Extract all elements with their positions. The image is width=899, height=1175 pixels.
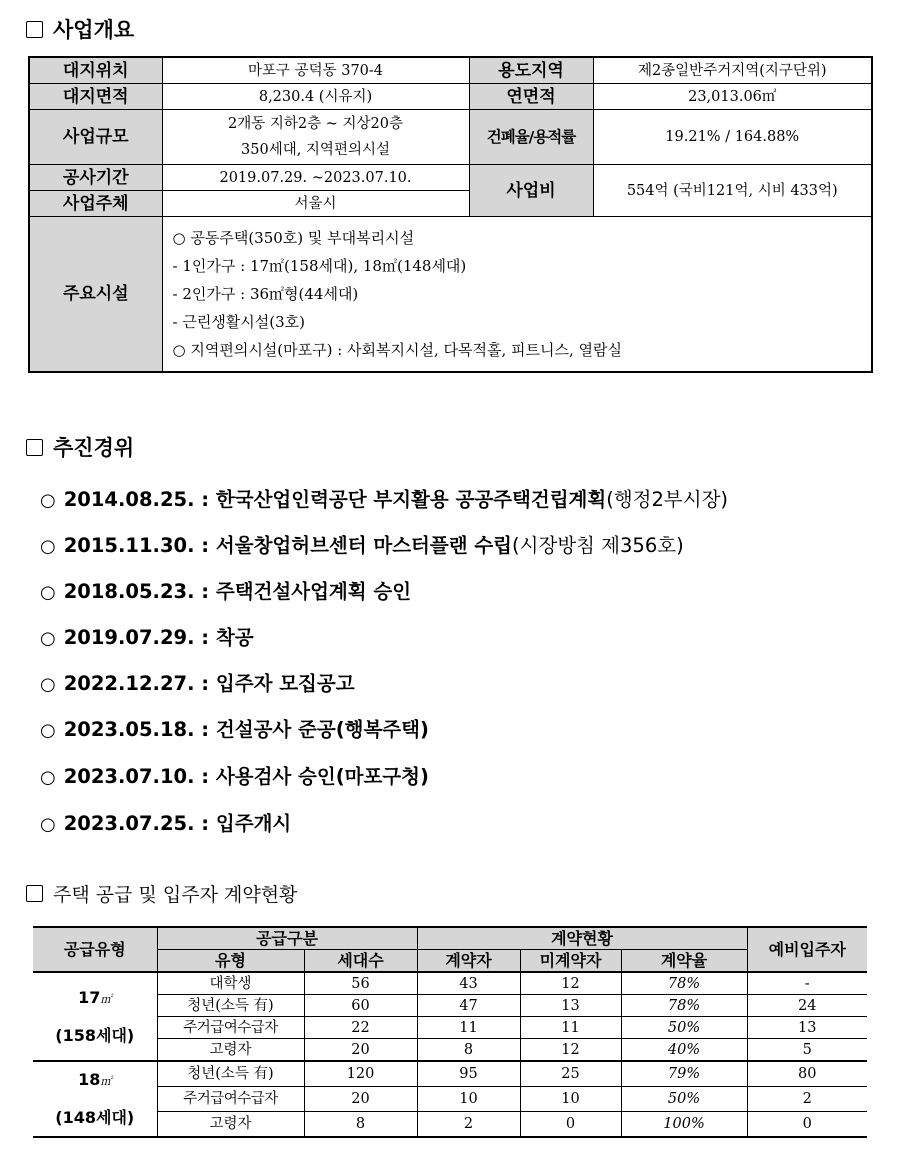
timeline-item: ○ 2023.05.18. : 건설공사 준공(행복주택)	[40, 718, 429, 741]
header-uncontracted: 미계약자	[520, 950, 621, 973]
cell-units: 120	[304, 1061, 417, 1087]
cell-type: 고령자	[157, 1039, 304, 1062]
facility-item: ○ 공동주택(350호) 및 부대복리시설	[172, 229, 415, 247]
cell-type: 주거급여수급자	[157, 1087, 304, 1112]
scale-line2: 350세대, 지역편의시설	[241, 142, 390, 158]
cell-reserve: 24	[747, 995, 867, 1017]
scale-label: 사업규모	[29, 110, 162, 165]
cell-reserve: 0	[747, 1111, 867, 1137]
cell-rate: 78%	[621, 995, 747, 1017]
overview-table	[28, 56, 873, 373]
circle-bullet-icon: ○	[40, 814, 56, 835]
circle-bullet-icon: ○	[40, 582, 56, 603]
circle-bullet-icon: ○	[40, 767, 56, 788]
cell-rate: 100%	[621, 1111, 747, 1137]
floor-area-value: 23,013.06㎡	[593, 84, 872, 110]
cell-rate: 50%	[621, 1017, 747, 1039]
header-contracted: 계약자	[417, 950, 520, 973]
cell-rate: 78%	[621, 972, 747, 995]
timeline-note: (시장방침 제356호)	[512, 534, 684, 557]
timeline-date: 2014.08.25.	[63, 488, 195, 511]
cell-reserve: 13	[747, 1017, 867, 1039]
cell-contracted: 8	[417, 1039, 520, 1062]
section-heading-overview	[26, 14, 134, 44]
cell-uncontracted: 12	[520, 1039, 621, 1062]
facility-item: ○ 지역편의시설(마포구) : 사회복지시설, 다목적홀, 피트니스, 열람실	[172, 341, 623, 359]
timeline-item: ○ 2023.07.25. : 입주개시	[40, 812, 292, 835]
section-heading-supply	[26, 880, 297, 907]
cell-rate: 50%	[621, 1087, 747, 1112]
cell-type: 청년(소득 有)	[157, 1061, 304, 1087]
timeline-item: ○ 2022.12.27. : 입주자 모집공고	[40, 672, 355, 695]
cell-contracted: 10	[417, 1087, 520, 1112]
cell-uncontracted: 0	[520, 1111, 621, 1137]
table-row	[33, 1039, 867, 1062]
timeline-text: 서울창업허브센터 마스터플랜 수립	[215, 534, 513, 557]
timeline-item: ○ 2018.05.23. : 주택건설사업계획 승인	[40, 580, 412, 603]
table-row	[33, 972, 867, 995]
cell-type: 주거급여수급자	[157, 1017, 304, 1039]
group-size: 17	[78, 987, 101, 1007]
timeline-note: (행정2부시장)	[606, 488, 729, 511]
header-reserve: 예비입주자	[747, 927, 867, 972]
checkbox-square-icon	[26, 885, 43, 902]
section-heading-history	[26, 432, 134, 462]
cell-reserve: -	[747, 972, 867, 995]
cell-uncontracted: 10	[520, 1087, 621, 1112]
cell-rate: 79%	[621, 1061, 747, 1087]
table-row	[33, 1017, 867, 1039]
section-title: 사업개요	[53, 18, 135, 42]
header-rate: 계약율	[621, 950, 747, 973]
cell-contracted: 95	[417, 1061, 520, 1087]
table-row	[33, 1087, 867, 1112]
timeline-date: 2023.07.10.	[63, 765, 195, 788]
cell-units: 20	[304, 1039, 417, 1062]
cell-contracted: 2	[417, 1111, 520, 1137]
cell-units: 8	[304, 1111, 417, 1137]
checkbox-square-icon	[26, 439, 43, 456]
ratio-value: 19.21% / 164.88%	[593, 110, 872, 165]
cell-uncontracted: 12	[520, 972, 621, 995]
cell-rate: 40%	[621, 1039, 747, 1062]
cell-type: 대학생	[157, 972, 304, 995]
timeline-date: 2022.12.27.	[63, 672, 195, 695]
operator-label: 사업주체	[29, 191, 162, 217]
operator-value: 서울시	[162, 191, 469, 217]
floor-area-label: 연면적	[469, 84, 593, 110]
timeline-text: 한국산업인력공단 부지활용 공공주택건립계획	[215, 488, 607, 511]
timeline-date: 2018.05.23.	[63, 580, 195, 603]
cell-type: 청년(소득 有)	[157, 995, 304, 1017]
period-value: 2019.07.29. ~2023.07.10.	[162, 165, 469, 191]
zoning-label: 용도지역	[469, 57, 593, 84]
cell-reserve: 5	[747, 1039, 867, 1062]
timeline-date: 2023.05.18.	[63, 718, 195, 741]
timeline-date: 2019.07.29.	[63, 626, 195, 649]
cell-units: 60	[304, 995, 417, 1017]
timeline-item: ○ 2015.11.30. : 서울창업허브센터 마스터플랜 수립(시장방침 제356호)	[40, 534, 684, 557]
header-type: 유형	[157, 950, 304, 973]
facilities-label: 주요시설	[29, 217, 162, 373]
cell-uncontracted: 11	[520, 1017, 621, 1039]
scale-value	[162, 110, 469, 165]
header-contract-status: 계약현황	[417, 927, 747, 950]
supply-table	[33, 926, 867, 1138]
site-area-value: 8,230.4 (시유지)	[162, 84, 469, 110]
cell-reserve: 80	[747, 1061, 867, 1087]
timeline-text: 주택건설사업계획 승인	[215, 580, 412, 603]
timeline-text: 착공	[215, 626, 254, 649]
header-supply-type: 공급유형	[33, 927, 157, 972]
timeline-date: 2015.11.30.	[63, 534, 195, 557]
section-title: 추진경위	[53, 436, 135, 460]
group-17-cell	[33, 972, 157, 1061]
timeline-item: ○ 2023.07.10. : 사용검사 승인(마포구청)	[40, 765, 429, 788]
cell-contracted: 11	[417, 1017, 520, 1039]
cell-contracted: 43	[417, 972, 520, 995]
header-units: 세대수	[304, 950, 417, 973]
period-label: 공사기간	[29, 165, 162, 191]
circle-bullet-icon: ○	[40, 628, 56, 649]
cost-value: 554억 (국비121억, 시비 433억)	[593, 165, 872, 217]
table-row	[33, 1111, 867, 1137]
circle-bullet-icon: ○	[40, 674, 56, 695]
site-location-label: 대지위치	[29, 57, 162, 84]
facilities-list	[162, 217, 872, 373]
timeline-item: ○ 2014.08.25. : 한국산업인력공단 부지활용 공공주택건립계획(행정2부시장)	[40, 488, 729, 511]
timeline-text: 입주개시	[215, 812, 292, 835]
zoning-value: 제2종일반주거지역(지구단위)	[593, 57, 872, 84]
checkbox-square-icon	[26, 21, 43, 38]
circle-bullet-icon: ○	[40, 490, 56, 511]
cell-units: 56	[304, 972, 417, 995]
cell-units: 20	[304, 1087, 417, 1112]
table-row	[33, 995, 867, 1017]
header-supply-class: 공급구분	[157, 927, 417, 950]
circle-bullet-icon: ○	[40, 536, 56, 557]
facility-item: - 근린생활시설(3호)	[172, 313, 306, 331]
timeline-text: 입주자 모집공고	[215, 672, 355, 695]
group-unit: ㎡	[100, 992, 112, 1006]
cell-uncontracted: 13	[520, 995, 621, 1017]
group-unit: ㎡	[100, 1075, 112, 1088]
section-title: 주택 공급 및 입주자 계약현황	[53, 884, 298, 906]
facility-item: - 1인가구 : 17㎡(158세대), 18㎡(148세대)	[172, 257, 467, 275]
site-location-value: 마포구 공덕동 370-4	[162, 57, 469, 84]
facility-item: - 2인가구 : 36㎡형(44세대)	[172, 285, 359, 303]
circle-bullet-icon: ○	[40, 720, 56, 741]
scale-line1: 2개동 지하2층 ~ 지상20층	[228, 116, 403, 132]
group-count: (148세대)	[55, 1108, 135, 1127]
cell-contracted: 47	[417, 995, 520, 1017]
cost-label: 사업비	[469, 165, 593, 217]
group-18-cell	[33, 1061, 157, 1137]
cell-uncontracted: 25	[520, 1061, 621, 1087]
timeline-text: 사용검사 승인(마포구청)	[215, 765, 429, 788]
ratio-label: 건폐율/용적률	[469, 110, 593, 165]
timeline-text: 건설공사 준공(행복주택)	[215, 718, 429, 741]
cell-units: 22	[304, 1017, 417, 1039]
cell-reserve: 2	[747, 1087, 867, 1112]
timeline-date: 2023.07.25.	[63, 812, 195, 835]
group-size: 18	[78, 1070, 101, 1089]
site-area-label: 대지면적	[29, 84, 162, 110]
cell-type: 고령자	[157, 1111, 304, 1137]
group-count: (158세대)	[55, 1025, 135, 1045]
table-row	[33, 1061, 867, 1087]
timeline-item: ○ 2019.07.29. : 착공	[40, 626, 254, 649]
